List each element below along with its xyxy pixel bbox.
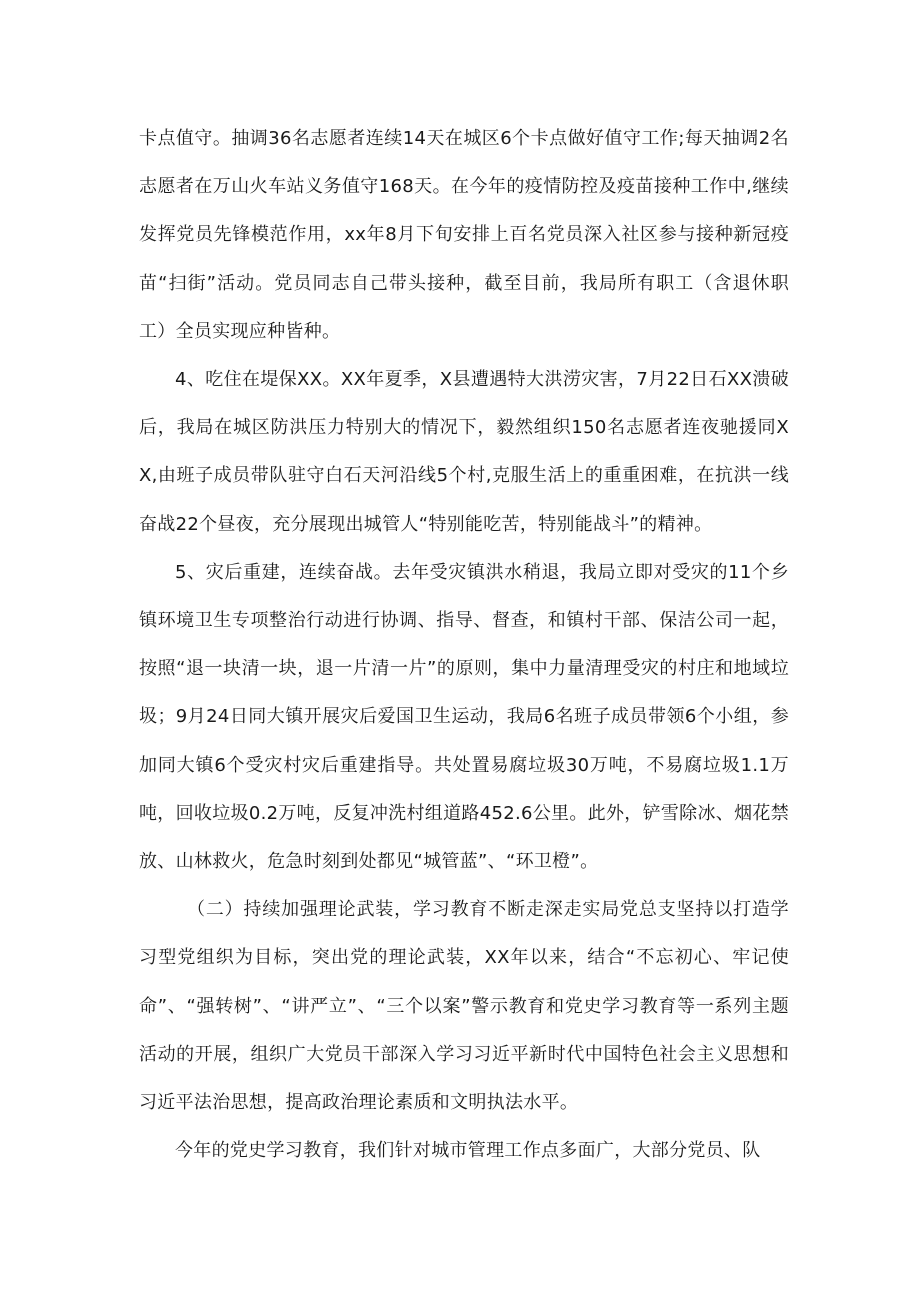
paragraph-item-4: 4、吃住在堤保XX。XX年夏季，X县遭遇特大洪涝灾害，7月22日石XX溃破后，我局在城区防洪压力特别大的情况下，毅然组织150名志愿者连夜驰援同XX,由班子成员带队驻守白石天河沿线5个村,克服生活上的重重困难，在抗洪一线奋战22个昼夜，充分展现出城管人“特别能吃苦，特别能战斗”的精神。 <box>139 369 789 535</box>
paragraph-section-2: （二）持续加强理论武装，学习教育不断走深走实局党总支坚持以打造学习型党组织为目标，突出党的理论武装，XX年以来，结合“不忘初心、牢记使命”、“强转树”、“讲严立”、“三个以案”警示教育和党史学习教育等一系列主题活动的开展，组织广大党员干部深入学习习近平新时代中国特色社会主义思想和习近平法治思想，提高政治理论素质和文明执法水平。 <box>139 899 789 1114</box>
paragraph-continuation: 卡点值守。抽调36名志愿者连续14天在城区6个卡点做好值守工作;每天抽调2名志愿者在万山火车站义务值守168天。在今年的疫情防控及疫苗接种工作中,继续发挥党员先锋模范作用，xx年8月下旬安排上百名党员深入社区参与接种新冠疫苗“扫街”活动。党员同志自己带头接种，截至目前，我局所有职工（含退休职工）全员实现应种皆种。 <box>139 128 789 342</box>
paragraph-party-history: 今年的党史学习教育，我们针对城市管理工作点多面广，大部分党员、队 <box>175 1140 761 1162</box>
paragraph-item-5: 5、灾后重建，连续奋战。去年受灾镇洪水稍退，我局立即对受灾的11个乡镇环境卫生专项整治行动进行协调、指导、督查，和镇村干部、保洁公司一起，按照“退一块清一块，退一片清一片”的原则，集中力量清理受灾的村庄和地域垃圾；9月24日同大镇开展灾后爱国卫生运动，我局6名班子成员带领6个小组，参加同大镇6个受灾村灾后重建指导。共处置易腐垃圾30万吨，不易腐垃圾1.1万吨，回收垃圾0.2万吨，反复冲洗村组道路452.6公里。此外，铲雪除冰、烟花禁放、山林救火，危急时刻到处都见“城管蓝”、“环卫橙”。 <box>139 561 789 873</box>
document-body <box>139 115 789 1175</box>
